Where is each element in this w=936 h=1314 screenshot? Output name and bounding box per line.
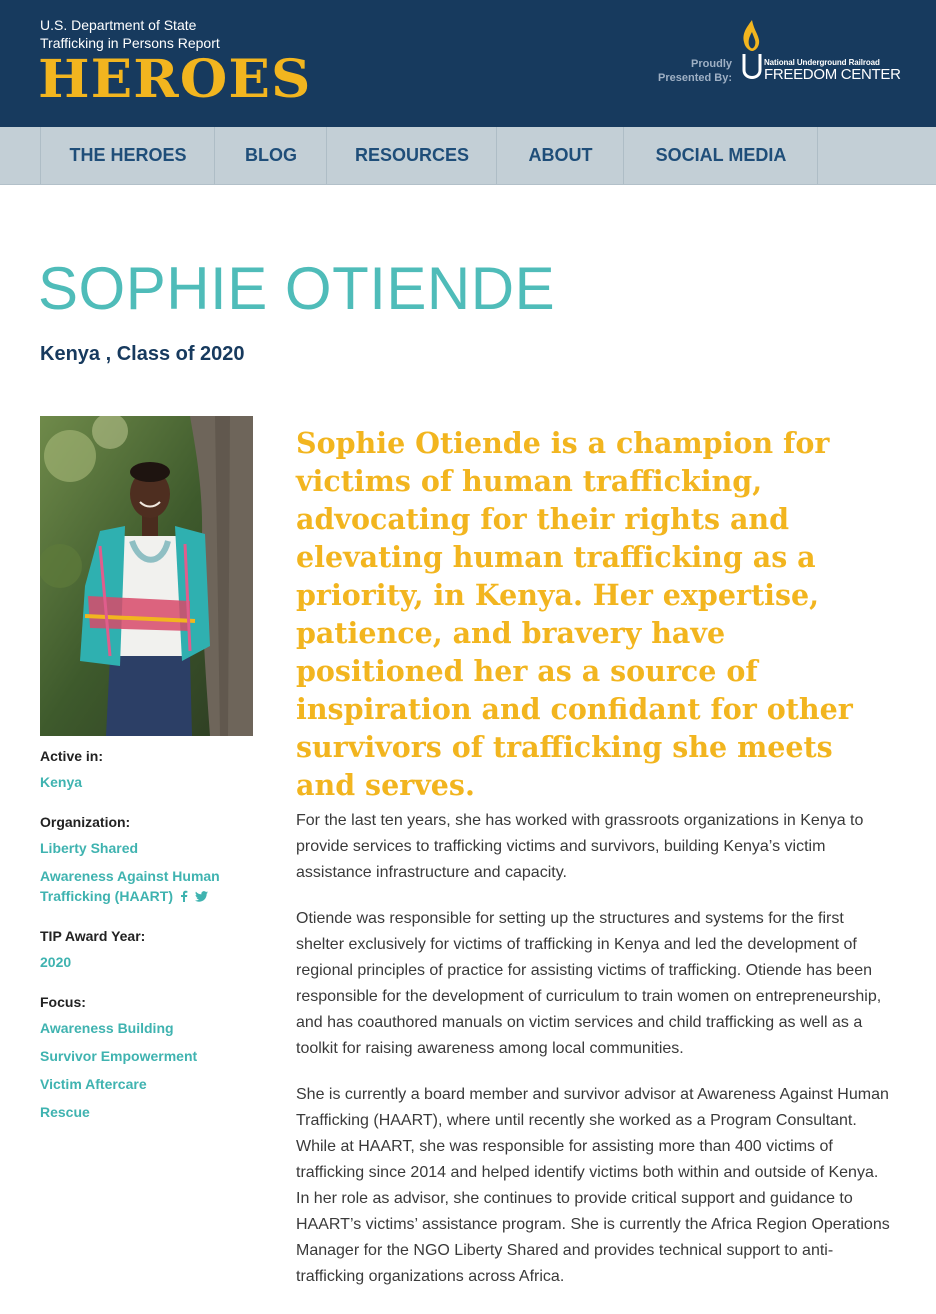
bio-paragraph: Otiende was responsible for setting up the structures and systems for the first shelter exclusively for victims of trafficking in Kenya and led the development of regional principles of practice for assisting victims of trafficking. Otiende has been responsible for the development of curriculum to train women on entrepreneurship, and has coauthored manuals on victim services and child trafficking as well as a toolkit for raising awareness among local communities.: [296, 910, 882, 1057]
focus-link-awareness-building[interactable]: Awareness Building: [40, 1020, 174, 1036]
presented-line-1: Proudly: [691, 58, 732, 70]
page-subtitle: Kenya , Class of 2020: [40, 343, 245, 365]
nav-item-resources[interactable]: RESOURCES: [326, 127, 497, 184]
nav-item-about[interactable]: ABOUT: [496, 127, 624, 184]
focus-link-rescue[interactable]: Rescue: [40, 1104, 90, 1120]
portrait-photo-icon: [40, 416, 253, 736]
department-label: [40, 16, 220, 52]
lead-statement: Sophie Otiende is a champion for victims of human trafficking, advocating for their rights and elevating human trafficking as a priority, in Kenya. Her expertise, patience, and bravery have positioned her as a source of inspiration and confidant for other survivors of trafficking she meets and serves.: [296, 426, 853, 802]
presented-line-2: Presented By:: [658, 72, 732, 84]
site-header: [0, 0, 936, 127]
active-in-label: Active in:: [40, 748, 104, 764]
active-in-link[interactable]: Kenya: [40, 774, 83, 790]
bio-paragraph: For the last ten years, she has worked with grassroots organizations in Kenya to provide services to trafficking victims and survivors, building Kenya’s victim assistance infrastructure and capacity.: [296, 812, 864, 881]
nav-item-the-heroes[interactable]: THE HEROES: [40, 127, 215, 184]
twitter-icon[interactable]: [195, 891, 208, 902]
report-line: Trafficking in Persons Report: [40, 35, 220, 51]
nav-divider: [817, 127, 818, 184]
focus-link-survivor-empowerment[interactable]: Survivor Empowerment: [40, 1048, 198, 1064]
nav-item-social-media[interactable]: SOCIAL MEDIA: [623, 127, 818, 184]
site-logo-title[interactable]: HEROES: [38, 49, 312, 110]
focus-link-victim-aftercare[interactable]: Victim Aftercare: [40, 1076, 147, 1092]
organization-line-2: Trafficking (HAART): [40, 888, 173, 904]
logo-org-small: National Underground Railroad: [764, 58, 880, 67]
page-title: SOPHIE OTIENDE: [38, 255, 556, 322]
department-line: U.S. Department of State: [40, 17, 197, 33]
logo-org-big: FREEDOM CENTER: [764, 66, 901, 83]
tip-award-year-link[interactable]: 2020: [40, 954, 72, 970]
organization-link-haart[interactable]: [40, 866, 220, 906]
nav-item-blog[interactable]: BLOG: [214, 127, 327, 184]
organization-line-1: Awareness Against Human: [40, 868, 220, 884]
main-nav: [0, 127, 936, 185]
focus-label: Focus:: [40, 994, 86, 1010]
bio-paragraph: She is currently a board member and survivor advisor at Awareness Against Human Trafficking (HAART), where until recently she worked as a Program Consultant. While at HAART, she was responsible for assisting more than 400 victims of trafficking since 2014 and helped identify victims both within and outside of Kenya. In her role as advisor, she continues to provide critical support and guidance to HAART’s victims’ assistance program. She is currently the Africa Region Operations Manager for the NGO Liberty Shared and provides technical support to anti-trafficking organizations across Africa.: [296, 1086, 890, 1285]
presented-by-label: [640, 57, 732, 85]
organization-link-liberty-shared[interactable]: Liberty Shared: [40, 840, 139, 856]
tip-award-year-label: TIP Award Year:: [40, 928, 146, 944]
facebook-icon[interactable]: [180, 890, 188, 902]
organization-label: Organization:: [40, 814, 131, 830]
